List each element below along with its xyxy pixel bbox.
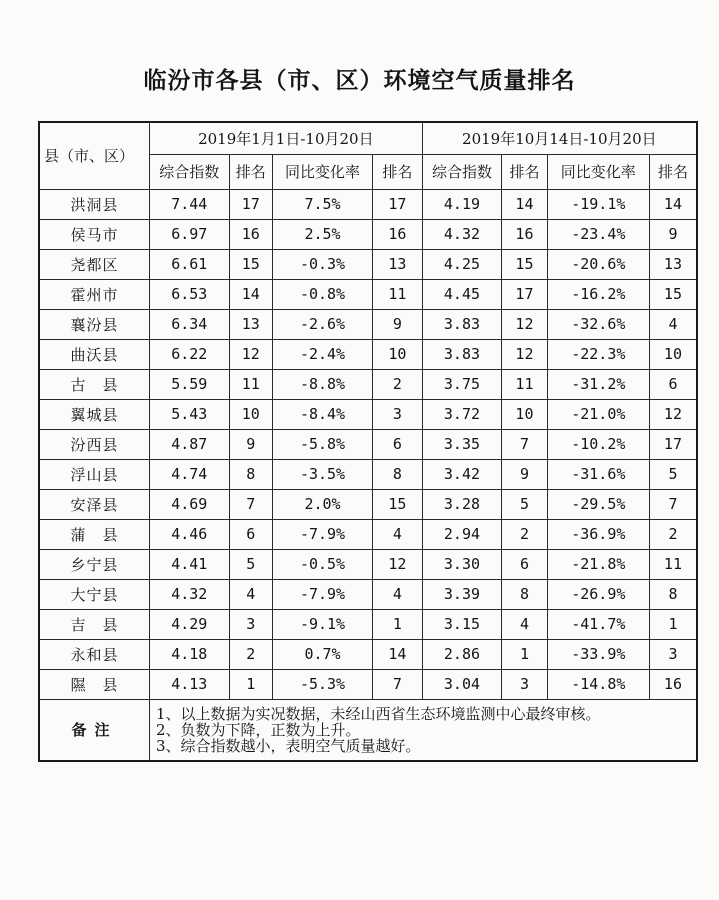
p1-rank-cell: 16	[229, 219, 272, 249]
p2-change-rank-cell: 9	[649, 219, 697, 249]
p1-rank-cell: 2	[229, 639, 272, 669]
p2-rank-cell: 17	[502, 279, 547, 309]
table-row	[39, 669, 697, 699]
county-name-cell: 尧都区	[39, 249, 150, 279]
p1-change-cell: -2.6%	[272, 309, 372, 339]
p1-change-cell: -3.5%	[272, 459, 372, 489]
note-line-1: 1、以上数据为实况数据，未经山西省生态环境监测中心最终审核。	[156, 704, 601, 723]
table-row	[39, 549, 697, 579]
p1-index-cell: 4.46	[150, 519, 230, 549]
p1-index-cell: 6.61	[150, 249, 230, 279]
p2-index-cell: 3.83	[422, 339, 502, 369]
p1-change-rank-cell: 12	[373, 549, 423, 579]
p2-change-rank-cell: 6	[649, 369, 697, 399]
p1-rank-cell: 12	[229, 339, 272, 369]
p2-index-cell: 3.72	[422, 399, 502, 429]
p2-index-cell: 2.94	[422, 519, 502, 549]
county-column-header: 县（市、区）	[39, 122, 150, 189]
p1-change-rank-cell: 4	[373, 519, 423, 549]
p1-index-cell: 6.97	[150, 219, 230, 249]
p1-change-rank-cell: 1	[373, 609, 423, 639]
p1-change-rank-cell: 3	[373, 399, 423, 429]
p2-change-rank-cell: 1	[649, 609, 697, 639]
table-row	[39, 609, 697, 639]
p2-index-cell: 3.28	[422, 489, 502, 519]
p2-change-rank-cell: 14	[649, 189, 697, 219]
p2-index-cell: 4.19	[422, 189, 502, 219]
p2-rank-cell: 12	[502, 309, 547, 339]
county-name-cell: 霍州市	[39, 279, 150, 309]
table-row	[39, 189, 697, 219]
p1-change-rank-cell: 10	[373, 339, 423, 369]
table-row	[39, 219, 697, 249]
period2-header: 2019年10月14日-10月20日	[422, 122, 697, 154]
p2-change-rank-cell: 16	[649, 669, 697, 699]
p2-index-cell: 4.45	[422, 279, 502, 309]
p1-index-cell: 5.43	[150, 399, 230, 429]
p2-change-cell: -41.7%	[547, 609, 649, 639]
p2-change-rank-cell: 15	[649, 279, 697, 309]
p1-change-rank-cell: 17	[373, 189, 423, 219]
p1-index-cell: 4.69	[150, 489, 230, 519]
p1-change-cell: 2.0%	[272, 489, 372, 519]
table-row	[39, 249, 697, 279]
p2-change-cell: -31.2%	[547, 369, 649, 399]
p2-change-rank-cell: 13	[649, 249, 697, 279]
p1-index-cell: 4.29	[150, 609, 230, 639]
p2-rank-cell: 16	[502, 219, 547, 249]
p2-rank-cell: 7	[502, 429, 547, 459]
p1-index-cell: 6.22	[150, 339, 230, 369]
p2-rank-cell: 1	[502, 639, 547, 669]
p1-rank-cell: 4	[229, 579, 272, 609]
p2-change-rank-cell: 2	[649, 519, 697, 549]
p1-rank-cell: 13	[229, 309, 272, 339]
p1-rank-cell: 8	[229, 459, 272, 489]
county-name-cell: 隰 县	[39, 669, 150, 699]
notes-label: 备注	[39, 699, 150, 761]
county-name-cell: 安泽县	[39, 489, 150, 519]
p1-rank-cell: 3	[229, 609, 272, 639]
note-line-3: 3、综合指数越小，表明空气质量越好。	[156, 736, 421, 755]
p2-rank-cell: 8	[502, 579, 547, 609]
p1-change-rank-cell: 11	[373, 279, 423, 309]
p2-change-rank-cell: 11	[649, 549, 697, 579]
p1-index-cell: 5.59	[150, 369, 230, 399]
county-name-cell: 洪洞县	[39, 189, 150, 219]
p1-change-cell: -9.1%	[272, 609, 372, 639]
p1-index-header: 综合指数	[150, 154, 230, 189]
period1-header: 2019年1月1日-10月20日	[150, 122, 423, 154]
p2-change-cell: -31.6%	[547, 459, 649, 489]
p1-change-cell: -8.4%	[272, 399, 372, 429]
p1-change-header: 同比变化率	[272, 154, 372, 189]
p1-rank-cell: 1	[229, 669, 272, 699]
p1-index-cell: 6.53	[150, 279, 230, 309]
county-name-cell: 浮山县	[39, 459, 150, 489]
p1-rank-cell: 6	[229, 519, 272, 549]
p2-rank-cell: 4	[502, 609, 547, 639]
p1-change-rank-cell: 9	[373, 309, 423, 339]
p1-rank-header: 排名	[229, 154, 272, 189]
p1-change-rank-cell: 14	[373, 639, 423, 669]
p2-index-cell: 4.32	[422, 219, 502, 249]
ranking-table	[38, 121, 698, 762]
p1-change-cell: -0.5%	[272, 549, 372, 579]
p1-change-cell: 2.5%	[272, 219, 372, 249]
p2-index-cell: 3.83	[422, 309, 502, 339]
county-name-cell: 大宁县	[39, 579, 150, 609]
p2-change-cell: -20.6%	[547, 249, 649, 279]
p1-change-rank-cell: 4	[373, 579, 423, 609]
p2-change-rank-cell: 12	[649, 399, 697, 429]
p1-change-cell: -2.4%	[272, 339, 372, 369]
table-row	[39, 279, 697, 309]
p2-index-cell: 3.39	[422, 579, 502, 609]
p1-rank-cell: 9	[229, 429, 272, 459]
p2-index-cell: 3.15	[422, 609, 502, 639]
county-name-cell: 吉 县	[39, 609, 150, 639]
p1-change-cell: 0.7%	[272, 639, 372, 669]
p1-change-rank-cell: 13	[373, 249, 423, 279]
p2-change-rank-cell: 3	[649, 639, 697, 669]
table-row	[39, 519, 697, 549]
p1-change-cell: -7.9%	[272, 519, 372, 549]
p1-rank-cell: 7	[229, 489, 272, 519]
p1-index-cell: 6.34	[150, 309, 230, 339]
notes-cell	[150, 699, 697, 761]
p2-rank-cell: 11	[502, 369, 547, 399]
p1-index-cell: 4.18	[150, 639, 230, 669]
p2-index-header: 综合指数	[422, 154, 502, 189]
p2-change-cell: -26.9%	[547, 579, 649, 609]
p2-change-rank-cell: 8	[649, 579, 697, 609]
p2-change-cell: -19.1%	[547, 189, 649, 219]
p2-rank-cell: 10	[502, 399, 547, 429]
p2-change-cell: -21.0%	[547, 399, 649, 429]
p2-rank-cell: 3	[502, 669, 547, 699]
p1-change-cell: -7.9%	[272, 579, 372, 609]
p1-rank-cell: 5	[229, 549, 272, 579]
p1-index-cell: 4.87	[150, 429, 230, 459]
p2-rank-cell: 2	[502, 519, 547, 549]
county-name-cell: 翼城县	[39, 399, 150, 429]
p2-change-header: 同比变化率	[547, 154, 649, 189]
county-name-cell: 蒲 县	[39, 519, 150, 549]
p2-rank-cell: 9	[502, 459, 547, 489]
p2-change-cell: -10.2%	[547, 429, 649, 459]
p2-rank-cell: 12	[502, 339, 547, 369]
p2-rank-cell: 5	[502, 489, 547, 519]
county-name-cell: 汾西县	[39, 429, 150, 459]
table-row	[39, 429, 697, 459]
county-name-cell: 侯马市	[39, 219, 150, 249]
table-row	[39, 369, 697, 399]
p1-rank-cell: 14	[229, 279, 272, 309]
table-row	[39, 459, 697, 489]
p1-index-cell: 7.44	[150, 189, 230, 219]
p2-change-rank-cell: 5	[649, 459, 697, 489]
p2-change-cell: -14.8%	[547, 669, 649, 699]
county-name-cell: 古 县	[39, 369, 150, 399]
table-row	[39, 399, 697, 429]
county-name-cell: 乡宁县	[39, 549, 150, 579]
p1-change-rank-cell: 2	[373, 369, 423, 399]
p2-index-cell: 3.75	[422, 369, 502, 399]
p1-change-rank-header: 排名	[373, 154, 423, 189]
table-row	[39, 489, 697, 519]
p1-index-cell: 4.13	[150, 669, 230, 699]
p1-change-cell: -5.3%	[272, 669, 372, 699]
county-name-cell: 襄汾县	[39, 309, 150, 339]
p2-change-rank-cell: 7	[649, 489, 697, 519]
page-title: 临汾市各县（市、区）环境空气质量排名	[143, 68, 576, 94]
p2-change-rank-header: 排名	[649, 154, 697, 189]
p2-change-cell: -22.3%	[547, 339, 649, 369]
p2-change-rank-cell: 4	[649, 309, 697, 339]
p1-index-cell: 4.32	[150, 579, 230, 609]
county-name-cell: 曲沃县	[39, 339, 150, 369]
p1-index-cell: 4.74	[150, 459, 230, 489]
p1-change-rank-cell: 8	[373, 459, 423, 489]
p2-change-rank-cell: 10	[649, 339, 697, 369]
p2-index-cell: 3.42	[422, 459, 502, 489]
p2-change-cell: -32.6%	[547, 309, 649, 339]
p2-rank-cell: 14	[502, 189, 547, 219]
p1-rank-cell: 11	[229, 369, 272, 399]
note-line-2: 2、负数为下降，正数为上升。	[156, 720, 361, 739]
p1-change-cell: 7.5%	[272, 189, 372, 219]
p1-change-cell: -0.8%	[272, 279, 372, 309]
p2-change-cell: -21.8%	[547, 549, 649, 579]
p1-rank-cell: 15	[229, 249, 272, 279]
p1-change-rank-cell: 7	[373, 669, 423, 699]
p2-index-cell: 4.25	[422, 249, 502, 279]
p2-change-cell: -16.2%	[547, 279, 649, 309]
p2-change-cell: -23.4%	[547, 219, 649, 249]
p2-rank-cell: 6	[502, 549, 547, 579]
p1-change-cell: -0.3%	[272, 249, 372, 279]
p2-change-rank-cell: 17	[649, 429, 697, 459]
p2-change-cell: -33.9%	[547, 639, 649, 669]
p2-index-cell: 3.30	[422, 549, 502, 579]
p1-change-cell: -5.8%	[272, 429, 372, 459]
p1-rank-cell: 10	[229, 399, 272, 429]
p1-rank-cell: 17	[229, 189, 272, 219]
p2-rank-header: 排名	[502, 154, 547, 189]
table-row	[39, 639, 697, 669]
p2-index-cell: 2.86	[422, 639, 502, 669]
p1-change-rank-cell: 6	[373, 429, 423, 459]
p2-index-cell: 3.04	[422, 669, 502, 699]
p2-rank-cell: 15	[502, 249, 547, 279]
table-row	[39, 309, 697, 339]
p1-change-rank-cell: 16	[373, 219, 423, 249]
table-row	[39, 579, 697, 609]
p2-change-cell: -29.5%	[547, 489, 649, 519]
p1-change-rank-cell: 15	[373, 489, 423, 519]
p1-index-cell: 4.41	[150, 549, 230, 579]
table-row	[39, 339, 697, 369]
p2-index-cell: 3.35	[422, 429, 502, 459]
p2-change-cell: -36.9%	[547, 519, 649, 549]
county-name-cell: 永和县	[39, 639, 150, 669]
p1-change-cell: -8.8%	[272, 369, 372, 399]
